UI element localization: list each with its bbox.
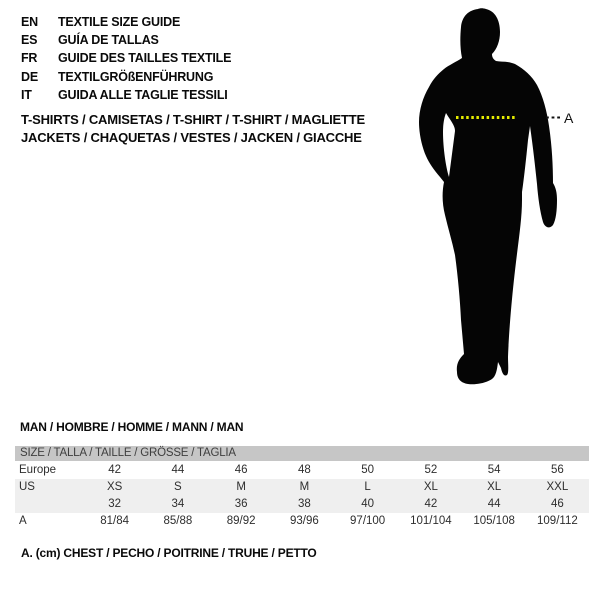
size-cell: 56 [550, 464, 564, 476]
size-cell: 40 [361, 498, 375, 510]
measurement-footnote: A. (cm) CHEST / PECHO / POITRINE / TRUHE / PETTO [21, 546, 317, 560]
size-cell: 81/84 [100, 515, 130, 527]
size-cell: 93/96 [289, 515, 319, 527]
size-cell: 109/112 [537, 515, 578, 527]
size-cell: 42 [108, 464, 122, 476]
size-cell: 89/92 [226, 515, 256, 527]
size-cell: 105/108 [473, 515, 515, 527]
language-title: TEXTILE SIZE GUIDE [58, 15, 181, 29]
size-cell: M [236, 481, 246, 493]
language-row [21, 13, 231, 31]
category-line: T-SHIRTS / CAMISETAS / T-SHIRT / T-SHIRT / MAGLIETTE [21, 112, 365, 127]
row-label: Europe [19, 464, 57, 476]
table-row [15, 496, 589, 513]
size-cell: XL [423, 481, 438, 493]
size-cell: 46 [234, 464, 248, 476]
size-cell: 52 [424, 464, 438, 476]
size-cell: 50 [361, 464, 375, 476]
language-row [21, 86, 231, 104]
language-code: IT [21, 87, 32, 102]
size-cell: 44 [171, 464, 185, 476]
row-label: A [19, 515, 27, 527]
garment-categories [21, 111, 365, 147]
table-row [15, 479, 589, 496]
size-cell: 85/88 [163, 515, 193, 527]
size-cell: 32 [108, 498, 122, 510]
size-cell: XXL [546, 481, 569, 493]
size-cell: 54 [487, 464, 501, 476]
language-row [21, 68, 231, 86]
man-silhouette [400, 0, 600, 400]
language-title: GUÍA DE TALLAS [58, 33, 159, 48]
size-cell: 44 [487, 498, 501, 510]
size-cell: 46 [550, 498, 564, 510]
language-title: GUIDA ALLE TAGLIE TESSILI [58, 87, 228, 102]
table-row [15, 462, 589, 479]
size-cell: 48 [297, 464, 311, 476]
language-row [21, 49, 231, 67]
size-table [15, 446, 589, 530]
size-cell: XL [487, 481, 502, 493]
language-title-list [21, 13, 231, 104]
man-silhouette-shape [419, 8, 557, 384]
measure-label: A [564, 110, 574, 126]
size-cell: XS [106, 481, 123, 493]
language-code: FR [21, 51, 38, 66]
size-table-header: SIZE / TALLA / TAILLE / GRÖSSE / TAGLIA [15, 446, 589, 461]
size-cell: 97/100 [350, 515, 386, 527]
size-table-body [15, 462, 589, 530]
size-cell: M [299, 481, 310, 493]
table-row [15, 513, 589, 530]
size-cell: 101/104 [410, 515, 452, 527]
language-code: DE [21, 69, 38, 84]
language-row [21, 31, 231, 49]
language-code: ES [21, 33, 38, 48]
row-label: US [19, 481, 35, 493]
size-cell: 34 [171, 498, 185, 510]
size-cell: 38 [297, 498, 311, 510]
size-cell: 36 [234, 498, 248, 510]
size-cell: L [364, 481, 371, 493]
section-title-man: MAN / HOMBRE / HOMME / MANN / MAN [20, 420, 244, 434]
language-code: EN [21, 15, 38, 29]
man-silhouette-svg [400, 0, 600, 400]
size-cell: 42 [424, 498, 438, 510]
language-title: GUIDE DES TAILLES TEXTILE [58, 51, 232, 66]
row-label [15, 496, 83, 513]
category-line: JACKETS / CHAQUETAS / VESTES / JACKEN / GIACCHE [21, 130, 362, 145]
size-cell: S [174, 481, 182, 493]
language-title: TEXTILGRÖßENFÜHRUNG [58, 69, 214, 84]
